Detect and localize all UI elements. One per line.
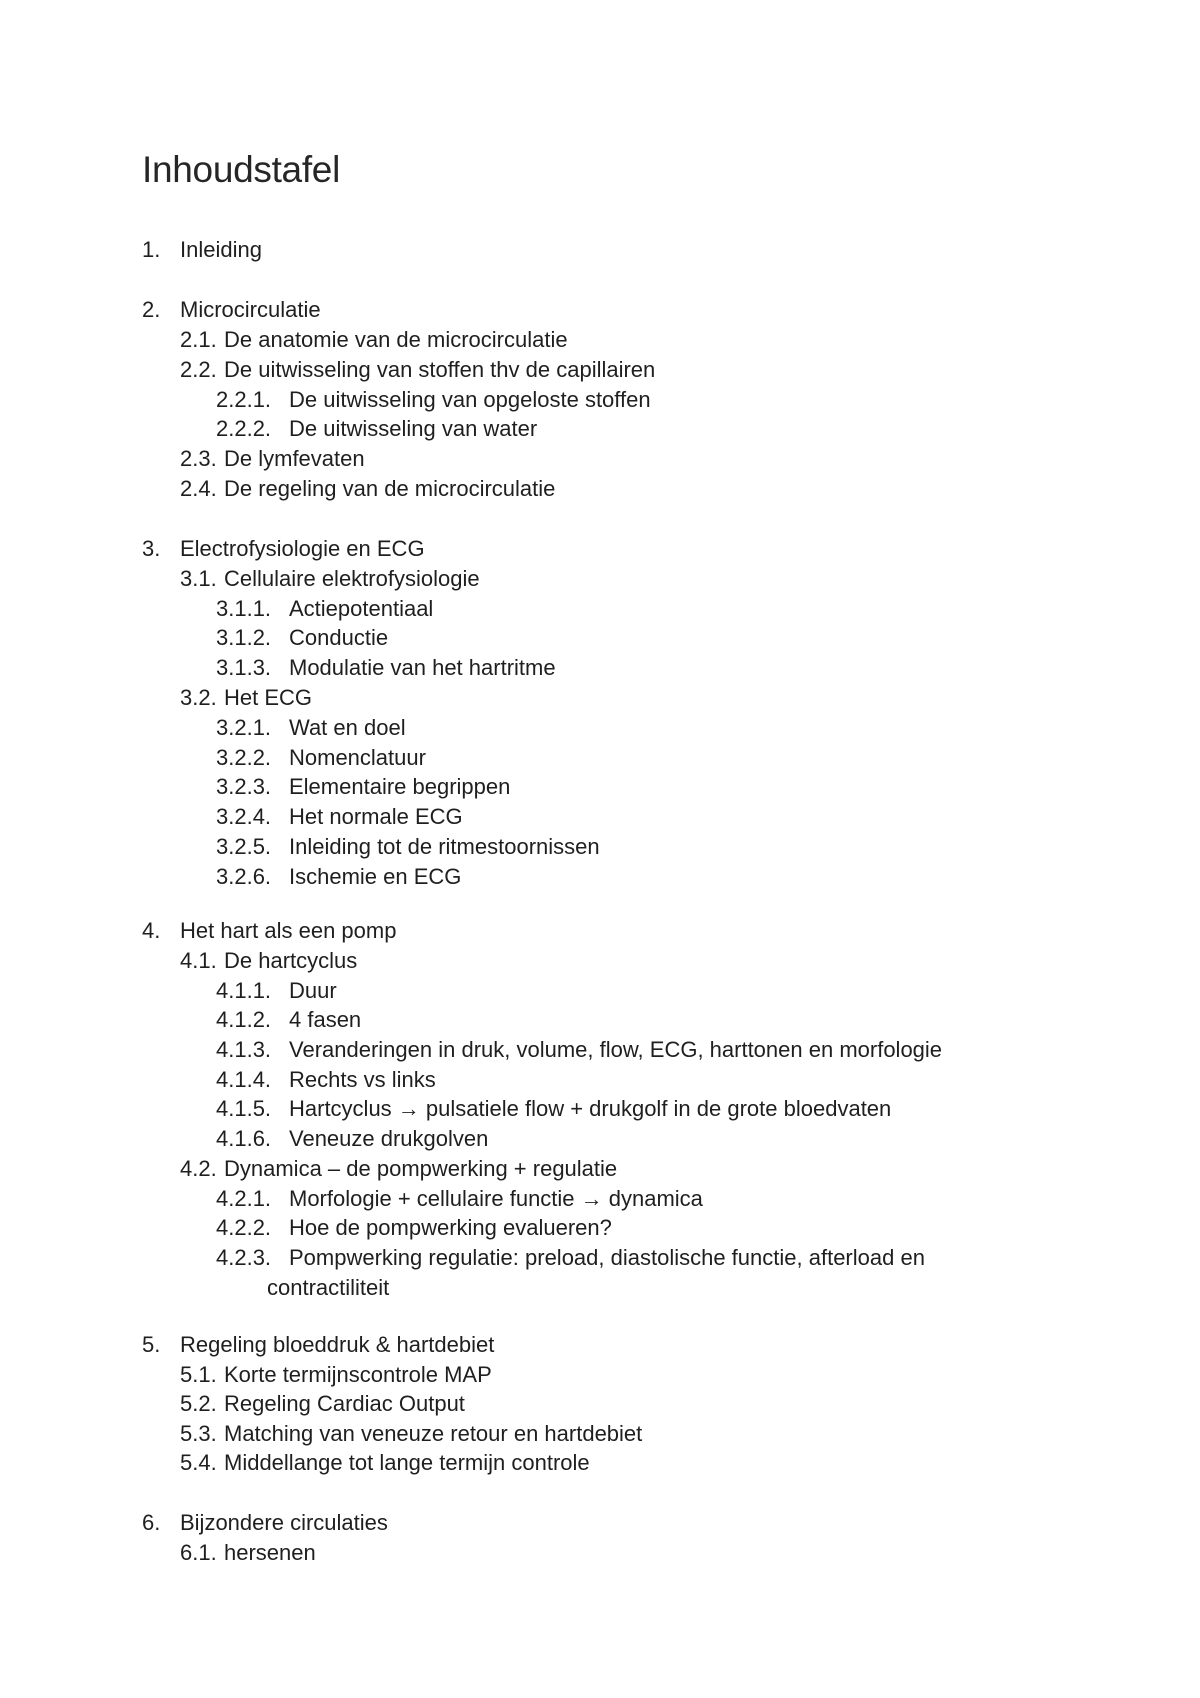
toc-entry-number: 3.2.4. bbox=[216, 804, 272, 829]
toc-entry-number: 6. bbox=[142, 1510, 161, 1535]
toc-entry-title: Inleiding bbox=[180, 237, 262, 262]
toc-entry-number: 3.1.3. bbox=[216, 655, 272, 680]
toc-entry-title: Ischemie en ECG bbox=[289, 864, 462, 889]
toc-entry-title: Conductie bbox=[289, 625, 389, 650]
toc-entry-title: 4 fasen bbox=[289, 1007, 362, 1032]
toc-entry-title: De hartcyclus bbox=[224, 948, 358, 973]
toc-entry-title: Electrofysiologie en ECG bbox=[180, 536, 425, 561]
toc-entry-number: 5.3. bbox=[180, 1421, 217, 1446]
toc-entry-title: Dynamica – de pompwerking + regulatie bbox=[224, 1156, 618, 1181]
toc-entry-title: Regeling Cardiac Output bbox=[224, 1391, 465, 1416]
toc-entry-number: 5.2. bbox=[180, 1391, 217, 1416]
toc-entry-number: 4.2. bbox=[180, 1156, 217, 1181]
toc-entry-title: Cellulaire elektrofysiologie bbox=[224, 566, 480, 591]
toc-entry-number: 2.2.2. bbox=[216, 416, 272, 441]
toc-entry-title: De uitwisseling van water bbox=[289, 416, 538, 441]
toc-entry-number: 3.1.1. bbox=[216, 596, 272, 621]
toc-entry-title: Veranderingen in druk, volume, flow, ECG, harttonen en morfologie bbox=[289, 1037, 943, 1062]
toc-entry-title: Hoe de pompwerking evalueren? bbox=[289, 1215, 612, 1240]
toc-entry-number: 4.1.5. bbox=[216, 1096, 272, 1121]
toc-entry-number: 3.2. bbox=[180, 685, 217, 710]
toc-entry-number: 4.1.4. bbox=[216, 1067, 272, 1092]
toc-entry-title: Elementaire begrippen bbox=[289, 774, 511, 799]
toc-entry-title-continuation: contractiliteit bbox=[267, 1275, 390, 1300]
toc-entry-title: De lymfevaten bbox=[224, 446, 365, 471]
toc-entry-title: De regeling van de microcirculatie bbox=[224, 476, 556, 501]
toc-entry-number: 4.1.1. bbox=[216, 978, 272, 1003]
toc-entry-title: Inleiding tot de ritmestoornissen bbox=[289, 834, 600, 859]
toc-entry-title: Korte termijnscontrole MAP bbox=[224, 1362, 492, 1387]
toc-entry-title: Actiepotentiaal bbox=[289, 596, 434, 621]
toc-entry-number: 2.2. bbox=[180, 357, 217, 382]
toc-entry-number: 4.1.6. bbox=[216, 1126, 272, 1151]
toc-entry-number: 4.2.2. bbox=[216, 1215, 272, 1240]
toc-entry-title: Modulatie van het hartritme bbox=[289, 655, 556, 680]
toc-entry-number: 2.1. bbox=[180, 327, 217, 352]
toc-entry-title: Veneuze drukgolven bbox=[289, 1126, 489, 1151]
toc-entry-title: Nomenclatuur bbox=[289, 745, 426, 770]
toc-entry-title: Rechts vs links bbox=[289, 1067, 436, 1092]
toc-entry-title: Het ECG bbox=[224, 685, 313, 710]
toc-entry-number: 3.1. bbox=[180, 566, 217, 591]
toc-entry-number: 6.1. bbox=[180, 1540, 217, 1565]
toc-entry-title: Middellange tot lange termijn controle bbox=[224, 1450, 590, 1475]
toc-entry-number: 3.2.3. bbox=[216, 774, 272, 799]
toc-entry-number: 4.1.2. bbox=[216, 1007, 272, 1032]
toc-entry-number: 3.2.1. bbox=[216, 715, 272, 740]
toc-entry-number: 5.1. bbox=[180, 1362, 217, 1387]
toc-entry-title: Regeling bloeddruk & hartdebiet bbox=[180, 1332, 495, 1357]
toc-entry-number: 4.1.3. bbox=[216, 1037, 272, 1062]
toc-entry-number: 3.2.5. bbox=[216, 834, 272, 859]
toc-entry-number: 3.1.2. bbox=[216, 625, 272, 650]
toc-entry-title: Het hart als een pomp bbox=[180, 918, 397, 943]
toc-entry-title: Hartcyclus → pulsatiele flow + drukgolf in de grote bloedvaten bbox=[289, 1096, 892, 1121]
toc-entry-title: Duur bbox=[289, 978, 337, 1003]
toc-entry-number: 3.2.2. bbox=[216, 745, 272, 770]
toc-entry-number: 5. bbox=[142, 1332, 161, 1357]
toc-entry-number: 4.2.3. bbox=[216, 1245, 272, 1270]
toc-entry-number: 3.2.6. bbox=[216, 864, 272, 889]
toc-entry-number: 5.4. bbox=[180, 1450, 217, 1475]
toc-entry-title: Pompwerking regulatie: preload, diastolische functie, afterload en bbox=[289, 1245, 925, 1270]
toc-entry-number: 2.3. bbox=[180, 446, 217, 471]
toc-entry-title: Wat en doel bbox=[289, 715, 406, 740]
toc-entry-title: De anatomie van de microcirculatie bbox=[224, 327, 568, 352]
toc-entry-title: Het normale ECG bbox=[289, 804, 463, 829]
toc-entry-number: 2. bbox=[142, 297, 161, 322]
toc-entry-title: Morfologie + cellulaire functie → dynamica bbox=[289, 1186, 703, 1211]
toc-entry-title: hersenen bbox=[224, 1540, 316, 1565]
toc-entry-title: Bijzondere circulaties bbox=[180, 1510, 388, 1535]
toc-entry-title: De uitwisseling van stoffen thv de capillairen bbox=[224, 357, 656, 382]
toc-entry-title: Matching van veneuze retour en hartdebiet bbox=[224, 1421, 643, 1446]
toc-entry-number: 2.4. bbox=[180, 476, 217, 501]
toc-entry-title: De uitwisseling van opgeloste stoffen bbox=[289, 387, 651, 412]
toc-entry-number: 4.1. bbox=[180, 948, 217, 973]
toc-entry-number: 4.2.1. bbox=[216, 1186, 272, 1211]
toc-entry-title: Microcirculatie bbox=[180, 297, 321, 322]
toc-entry-number: 3. bbox=[142, 536, 161, 561]
toc-entry-number: 2.2.1. bbox=[216, 387, 272, 412]
page-title: Inhoudstafel bbox=[142, 149, 341, 190]
toc-entry-number: 4. bbox=[142, 918, 161, 943]
toc-entry-number: 1. bbox=[142, 237, 161, 262]
